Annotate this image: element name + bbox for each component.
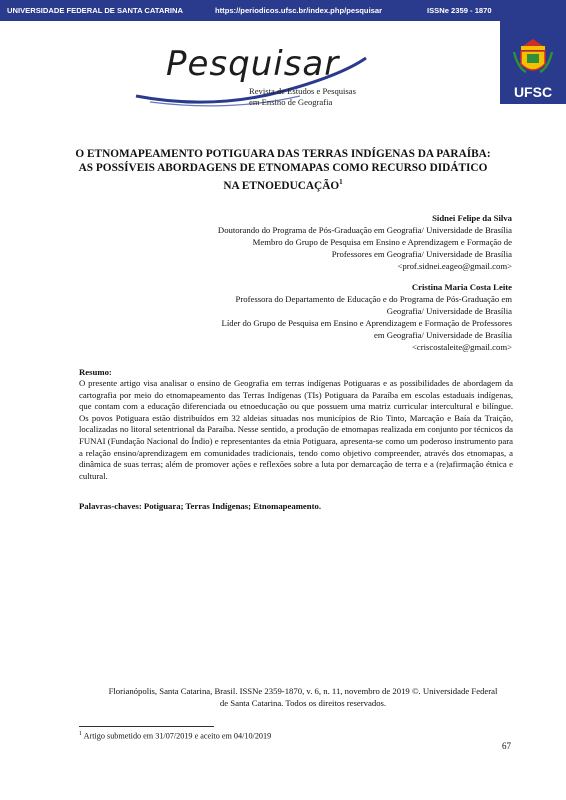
author1-affiliation: Professores em Geografia/ Universidade de Brasília (331, 249, 512, 259)
footer-line: Florianópolis, Santa Catarina, Brasil. ISSNe 2359-1870, v. 6, n. 11, novembro de 2019 ©. Universidade Federal (108, 686, 498, 696)
author1-affiliation: Doutorando do Programa de Pós-Graduação em Geografia/ Universidade de Brasília (217, 225, 512, 235)
footnote-divider (79, 726, 214, 727)
article-title-line1: O ETNOMAPEAMENTO POTIGUARA DAS TERRAS INDÍGENAS DA PARAÍBA: (75, 148, 491, 160)
author2-affiliation: Geografia/ Universidade de Brasília (386, 306, 512, 316)
footer-line: de Santa Catarina. Todos os direitos reservados. (219, 698, 387, 708)
author2-email[interactable]: <criscostaleite@gmail.com> (411, 342, 512, 352)
logo-subtitle: Revista de Estudos e Pesquisas (249, 86, 356, 96)
journal-logo: Pesquisar (166, 44, 340, 84)
abstract-text: O presente artigo visa analisar o ensino de Geografia em terras indígenas Potiguaras e as possibilidades de abordagem da cartografia por meio do etnomapeamento das Terras Indígenas (TIs) Potiguara da Paraíba em escolas estaduais indígenas, que contam com a educação diferenciada ou etnoeducação ou que possuem uma matriz curricular intercultural e bilíngue. Os povos Potiguara estão distribuídos em 32 aldeias situadas nos municípios de Rio Tinto, Marcação e Baía da Traição, localizadas no litoral setentrional da Paraíba. Nesse sentido, a produção de etnomapas realizada em conjunto por técnicos da FUNAI (Fundação Nacional do Índio) e representantes da etnia Potiguara, apresenta-se como um poderoso instrumento para a relação ensino/aprendizagem em comunidades tradicionais, tendo como objetivo compreender, através dos etnomapas, a dinâmica de suas terras; além de promover ações e reflexões sobre a luta por demarcação de terra e a (re)afirmação étnica e cultural. (79, 378, 513, 481)
footnote-text: Artigo submetido em 31/07/2019 e aceito em 04/10/2019 (82, 731, 272, 741)
abstract-heading: Resumo: (79, 367, 112, 377)
keywords: Palavras-chaves: Potiguara; Terras Indígenas; Etnomapeamento. (79, 501, 322, 511)
university-name: UNIVERSIDADE FEDERAL DE SANTA CATARINA (7, 6, 183, 15)
publication-footer (60, 685, 546, 709)
author1-name: Sidnei Felipe da Silva (432, 213, 512, 223)
author2-affiliation: Professora do Departamento de Educação e do Programa de Pós-Graduação em (235, 294, 512, 304)
ufsc-label: UFSC (513, 84, 553, 100)
page-number: 67 (502, 741, 511, 751)
ufsc-crest-icon (512, 38, 554, 78)
author2-affiliation: Líder do Grupo de Pesquisa em Ensino e Aprendizagem e Formação de Professores (221, 318, 512, 328)
logo-subtitle-2: em Ensino de Geografia (249, 97, 333, 107)
footnote (79, 731, 271, 741)
footnote-mark: 1 (79, 731, 82, 737)
author2-affiliation: em Geografia/ Universidade de Brasília (374, 330, 512, 340)
article-title-line3: NA ETNOEDUCAÇÃO$^1$ (223, 178, 343, 192)
journal-header-bar (0, 0, 500, 21)
journal-url-link[interactable]: https://periodicos.ufsc.br/index.php/pesquisar (215, 6, 383, 15)
author1-affiliation: Membro do Grupo de Pesquisa em Ensino e Aprendizagem e Formação de (252, 237, 512, 247)
author1-email[interactable]: <prof.sidnei.eageo@gmail.com> (397, 261, 512, 271)
issn-label: ISSNe 2359 - 1870 (427, 6, 492, 15)
author2-name: Cristina Maria Costa Leite (411, 282, 512, 292)
footnote-ref[interactable]: 1 (339, 178, 343, 186)
article-title-line2: AS POSSÍVEIS ABORDAGENS DE ETNOMAPAS COMO RECURSO DIDÁTICO (78, 162, 488, 174)
